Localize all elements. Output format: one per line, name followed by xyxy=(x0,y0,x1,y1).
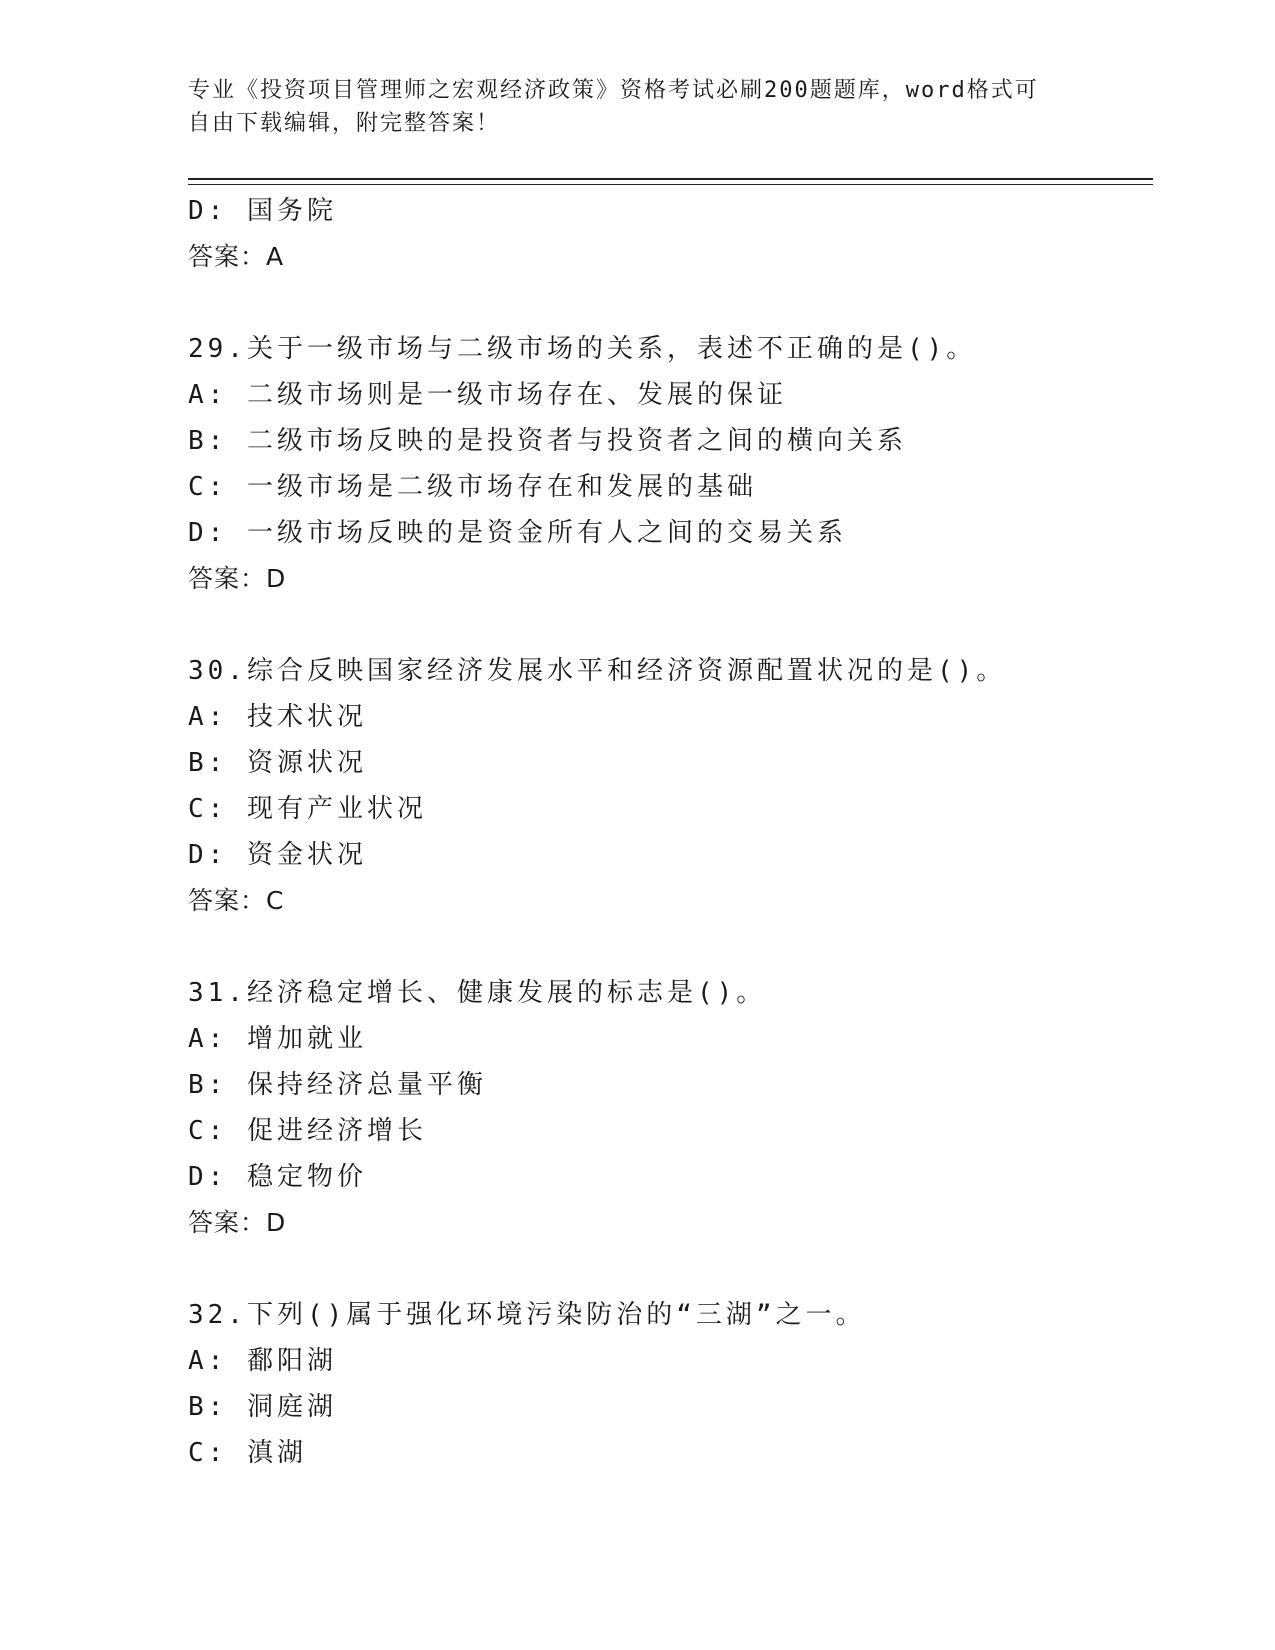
option-c: C: 一级市场是二级市场存在和发展的基础 xyxy=(188,472,757,502)
option-b: B: 洞庭湖 xyxy=(188,1392,337,1422)
question-list xyxy=(188,188,1153,1476)
spacer xyxy=(188,1246,1153,1292)
question-stem: 29.关于一级市场与二级市场的关系，表述不正确的是()。 xyxy=(188,334,977,364)
question-30 xyxy=(188,648,1153,924)
option-a: A: 技术状况 xyxy=(188,702,367,732)
option-a: A: 鄱阳湖 xyxy=(188,1346,337,1376)
spacer xyxy=(188,280,1153,326)
document-header xyxy=(188,74,1088,140)
header-divider-thin xyxy=(188,184,1153,185)
spacer xyxy=(188,602,1153,648)
option-d: D: 一级市场反映的是资金所有人之间的交易关系 xyxy=(188,518,847,548)
option-c: C: 现有产业状况 xyxy=(188,794,427,824)
question-32 xyxy=(188,1292,1153,1476)
question-stem: 32.下列()属于强化环境污染防治的“三湖”之一。 xyxy=(188,1300,866,1330)
answer-line: 答案：D xyxy=(188,564,287,593)
question-stem: 30.综合反映国家经济发展水平和经济资源配置状况的是()。 xyxy=(188,656,1007,686)
option-c: C: 滇湖 xyxy=(188,1438,307,1468)
option-d: D: 国务院 xyxy=(188,196,337,226)
question-31 xyxy=(188,970,1153,1246)
answer-line: 答案：C xyxy=(188,886,285,915)
option-b: B: 二级市场反映的是投资者与投资者之间的横向关系 xyxy=(188,426,907,456)
answer-line: 答案：D xyxy=(188,1208,287,1237)
spacer xyxy=(188,924,1153,970)
header-divider-thick xyxy=(188,178,1153,180)
option-b: B: 资源状况 xyxy=(188,748,367,778)
option-d: D: 资金状况 xyxy=(188,840,367,870)
option-b: B: 保持经济总量平衡 xyxy=(188,1070,487,1100)
option-a: A: 增加就业 xyxy=(188,1024,367,1054)
option-a: A: 二级市场则是一级市场存在、发展的保证 xyxy=(188,380,787,410)
option-d: D: 稳定物价 xyxy=(188,1162,367,1192)
header-title-line-1: 专业《投资项目管理师之宏观经济政策》资格考试必刷200题题库，word格式可 xyxy=(188,78,1039,103)
option-c: C: 促进经济增长 xyxy=(188,1116,427,1146)
answer-line: 答案：A xyxy=(188,242,285,271)
question-29 xyxy=(188,326,1153,602)
question-stem: 31.经济稳定增长、健康发展的标志是()。 xyxy=(188,978,767,1008)
previous-question-tail xyxy=(188,188,1153,280)
header-title-line-2: 自由下载编辑，附完整答案！ xyxy=(188,111,501,136)
